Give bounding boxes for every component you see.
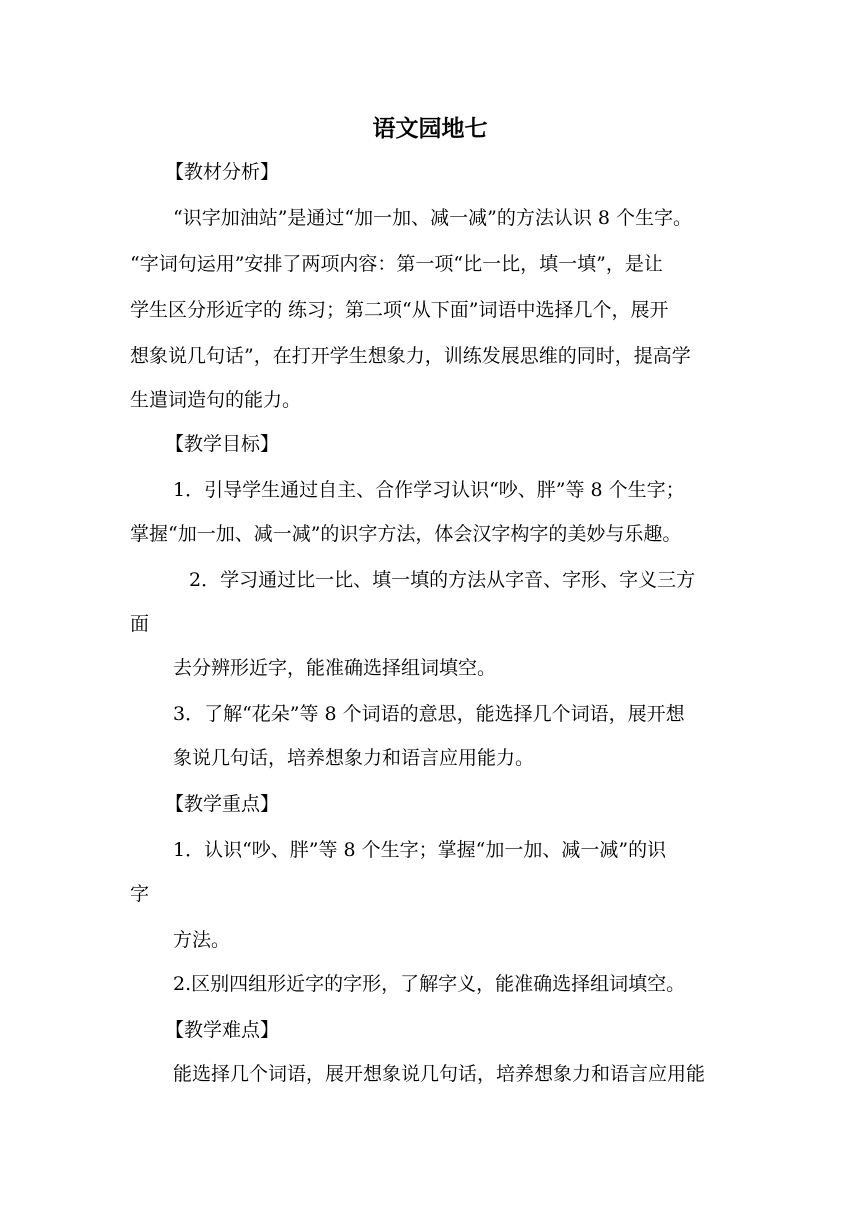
focus-item: 字	[130, 883, 150, 905]
heading-teaching-focus: 【教学重点】	[165, 793, 280, 815]
focus-item: 2.区别四组形近字的字形，了解字义，能准确选择组词填空。	[173, 973, 686, 995]
goal-item: 3．了解“花朵”等 8 个词语的意思，能选择几个词语，展开想	[173, 703, 685, 725]
heading-textbook-analysis: 【教材分析】	[165, 161, 280, 183]
goal-item: 象说几句话，培养想象力和语言应用能力。	[173, 747, 535, 769]
paragraph-line: 学生区分形近字的 练习；第二项“从下面”词语中选择几个，展开	[130, 299, 669, 321]
focus-item: 方法。	[173, 929, 231, 951]
paragraph-line: “识字加油站”是通过“加一加、减一减”的方法认识 8 个生字。	[173, 207, 693, 229]
difficulty-item: 能选择几个词语，展开想象说几句话，培养想象力和语言应用能	[173, 1063, 706, 1085]
goal-item: 1．引导学生通过自主、合作学习认识“吵、胖”等 8 个生字；	[173, 479, 685, 501]
goal-item: 面	[130, 613, 150, 635]
paragraph-line: “字词句运用”安排了两项内容：第一项“比一比，填一填”，是让	[130, 253, 663, 275]
goal-item: 2．学习通过比一比、填一填的方法从字音、字形、字义三方	[189, 569, 696, 591]
focus-item: 1．认识“吵、胖”等 8 个生字；掌握“加一加、减一减”的识	[173, 839, 667, 861]
goal-item: 掌握“加一加、减一减”的识字方法，体会汉字构字的美妙与乐趣。	[130, 523, 682, 545]
paragraph-line: 生遣词造句的能力。	[130, 389, 302, 411]
heading-teaching-goals: 【教学目标】	[165, 433, 280, 455]
heading-teaching-difficulty: 【教学难点】	[165, 1019, 280, 1041]
goal-item: 去分辨形近字，能准确选择组词填空。	[173, 657, 497, 679]
document-title: 语文园地七	[372, 115, 488, 142]
paragraph-line: 想象说几句话”，在打开学生想象力，训练发展思维的同时，提高学	[130, 345, 691, 367]
